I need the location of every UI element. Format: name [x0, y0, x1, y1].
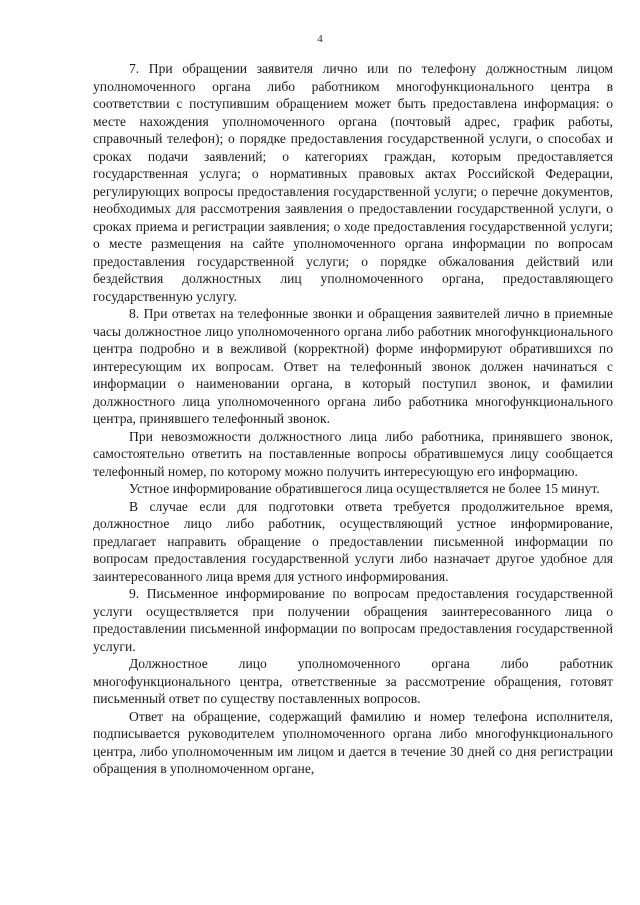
- paragraph-answer-signing: Ответ на обращение, содержащий фамилию и номер телефона исполнителя, подписывается руководителем уполномоченного органа либо многофункционального центра, либо уполномоченным им лицом и дается в течение 30 дней со дня регистрации обращения в уполномоченном органе,: [93, 708, 613, 776]
- document-body: [93, 60, 613, 778]
- paragraph-7: 7. При обращении заявителя лично или по телефону должностным лицом уполномоченного органа либо работником многофункционального центра в соответствии с поступившим обращением может быть предоставлена информация: о месте нахождения уполномоченного органа (почтовый адрес, график работы, справочный телефон); о порядке предоставления государственной услуги, о способах и сроках подачи заявлений; о категориях граждан, которым предоставляется государственная услуга; о нормативных правовых актах Российской Федерации, регулирующих вопросы предоставления государственной услуги; о перечне документов, необходимых для рассмотрения заявления о предоставлении государственной услуги, о сроках приема и регистрации заявления; о ходе предоставления государственной услуги; о месте размещения на сайте уполномоченного органа информации по вопросам предоставления государственной услуги; о порядке обжалования действий или бездействия должностных лиц уполномоченного органа, предоставляющего государственную услугу.: [93, 61, 613, 304]
- paragraph-long-answer: В случае если для подготовки ответа требуется продолжительное время, должностное лицо либо работник, осуществляющий устное информирование, предлагает направить обращение о предоставлении письменной информации по вопросам предоставления государственной услуги либо назначает другое удобное для заинтересованного лица время для устного информирования.: [93, 498, 613, 584]
- paragraph-9: 9. Письменное информирование по вопросам предоставления государственной услуги осуществляется при получении обращения заинтересованного лица о предоставлении письменной информации по вопросам предоставления государственной услуги.: [93, 586, 613, 654]
- page-number: 4: [317, 33, 323, 45]
- paragraph-8: 8. При ответах на телефонные звонки и обращения заявителей лично в приемные часы должностное лицо уполномоченного органа либо работник многофункционального центра подробно и в вежливой (корректной) форме информируют обратившихся по интересующим их вопросам. Ответ на телефонный звонок должен начинаться с информации о наименовании органа, в который поступил звонок, и фамилии должностного лица уполномоченного органа либо работника многофункционального центра, принявшего телефонный звонок.: [93, 306, 613, 426]
- paragraph-responsible-official: Должностное лицо уполномоченного органа либо работник многофункционального центра, ответственные за рассмотрение обращения, готовят письменный ответ по существу поставленных вопросов.: [93, 656, 613, 706]
- paragraph-oral-duration: Устное информирование обратившегося лица осуществляется не более 15 минут.: [129, 481, 600, 496]
- paragraph-phone-unavailable: При невозможности должностного лица либо работника, принявшего звонок, самостоятельно ответить на поставленные вопросы обратившемуся лицу сообщается телефонный номер, по которому можно получить интересующую его информацию.: [93, 428, 613, 479]
